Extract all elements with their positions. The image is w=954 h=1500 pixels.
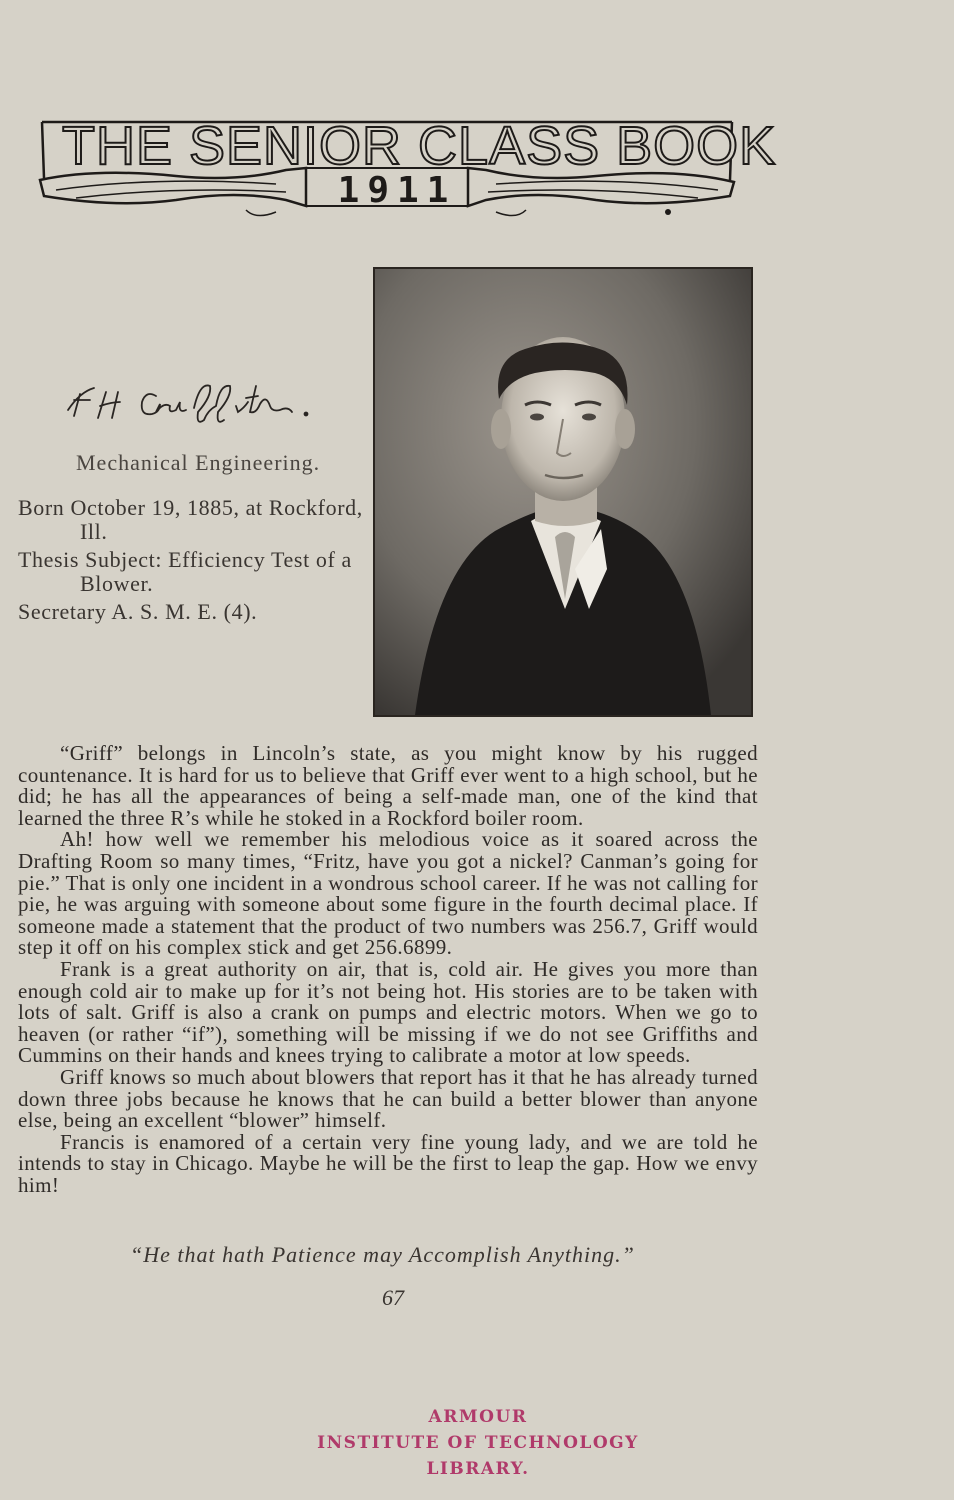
bio-born — [18, 496, 364, 544]
portrait-image — [375, 269, 751, 715]
department-label: Mechanical Engineering. — [76, 450, 321, 475]
bio-thesis-text: Thesis Subject: Efficiency Test of a — [18, 547, 352, 572]
header-year: 1911 — [337, 170, 457, 211]
bio-secretary: Secretary A. S. M. E. (4). — [18, 599, 258, 624]
bio-thesis-continued: Blower. — [80, 571, 154, 596]
paragraph: Griff knows so much about blowers that report has it that he has already turned down three jobs because he knows that he can build a better blower than anyone else, being an excellent “blower” himself. — [18, 1064, 758, 1133]
bio-born-text: Born October 19, 1885, at Rockford, — [18, 495, 363, 520]
library-stamp — [300, 1404, 656, 1482]
header-banner — [36, 110, 777, 220]
portrait-photo — [373, 267, 753, 717]
stamp-line-3: LIBRARY. — [426, 1459, 530, 1479]
signature-handwriting — [60, 372, 350, 432]
bio-born-continued: Ill. — [80, 519, 108, 544]
bio-thesis — [18, 548, 364, 596]
paragraph: Francis is enamored of a certain very fine young lady, and we are told he intends to stay in Chicago. Maybe he will be the first to leap the gap. How we envy him! — [18, 1129, 758, 1197]
page-number: 67 — [382, 1285, 404, 1310]
stamp-line-2: INSTITUTE OF TECHNOLOGY — [317, 1433, 639, 1453]
paragraph: Ah! how well we remember his melodious voice as it soared across the Drafting Room so many times, “Fritz, have you got a nickel? Canman’s going for pie.” That is only one incident in a wondrous school career. If he was not calling for pie, he was arguing with someone about some figure in the fourth decimal place. If someone made a statement that the product of two numbers was 256.7, Griff would step it off on his complex stick and get 256.6899. — [18, 827, 758, 960]
paragraph: “Griff” belongs in Lincoln’s state, as you might know by his rugged countenance. It is hard for us to believe that Griff ever went to a high school, but he did; he has all the appearances of being a self-made man, one of the kind that learned the three R’s while he stoked in a Rockford boiler room. — [18, 741, 758, 830]
motto-quote: “He that hath Patience may Accomplish Anything.” — [130, 1242, 635, 1267]
biography-text — [18, 743, 758, 1196]
header-title: THE SENIOR CLASS BOOK — [62, 116, 777, 176]
paragraph: Frank is a great authority on air, that is, cold air. He gives you more than enough cold air to make up for it’s not being hot. His stories are to be taken with lots of salt. Griff is also a crank on pumps and electric motors. When we go to heaven (or rather “if”), something will be missing if we do not see Griffiths and Cummins on their hands and knees trying to calibrate a motor at low speeds. — [18, 956, 758, 1068]
stamp-line-1: ARMOUR — [428, 1407, 528, 1427]
